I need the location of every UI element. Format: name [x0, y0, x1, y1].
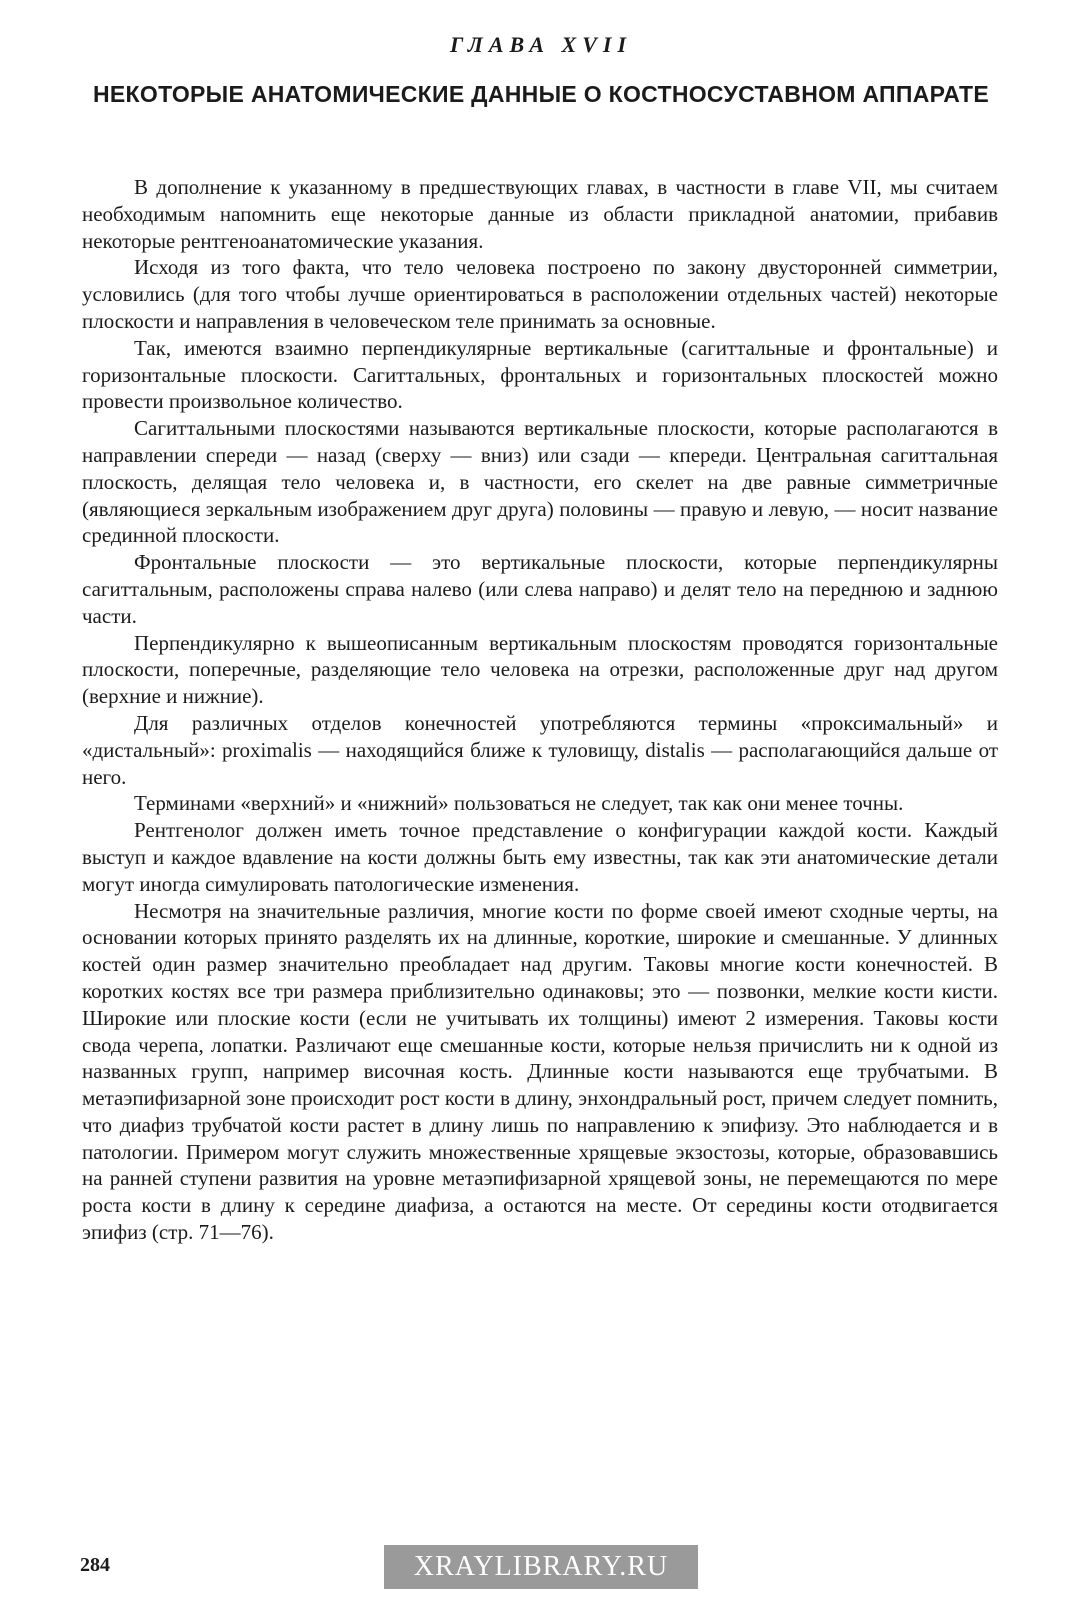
- body-text: [82, 174, 998, 1246]
- paragraph: Несмотря на значительные различия, многие кости по форме своей имеют сходные черты, на основании которых принято разделять их на длинные, короткие, широкие и смешанные. У длинных костей один размер значительно преобладает над другим. Таковы многие кости конечностей. В коротких костях все три размера приблизительно одинаковы; это — позвонки, мелкие кости кисти. Широкие или плоские кости (если не учитывать их толщины) имеют 2 измерения. Таковы кости свода черепа, лопатки. Различают еще смешанные кости, которые нельзя причислить ни к одной из названных групп, например височная кость. Длинные кости называются еще трубчатыми. В метаэпифизарной зоне происходит рост кости в длину, энхондральный рост, причем следует помнить, что диафиз трубчатой кости растет в длину лишь по направлению к эпифизу. Это наблюдается и в патологии. Примером могут служить множественные хрящевые экзостозы, которые, образовавшись на ранней ступени развития на уровне метаэпифизарной хрящевой зоны, не перемещаются по мере роста кости в длину к середине диафиза, а остаются на месте. От середины кости отодвигается эпифиз (стр. 71—76).: [82, 898, 998, 1245]
- paragraph: Фронтальные плоскости — это вертикальные плоскости, которые перпендикулярны сагиттальным, расположены справа налево (или слева направо) и делят тело на переднюю и заднюю части.: [82, 550, 998, 628]
- paragraph: Сагиттальными плоскостями называются вертикальные плоскости, которые располагаются в направлении спереди — назад (сверху — вниз) или сзади — кпереди. Центральная сагиттальная плоскость, делящая тело человека и, в частности, его скелет на две равные симметричные (являющиеся зеркальным изображением друг друга) половины — правую и левую, — носит название срединной плоскости.: [82, 416, 998, 548]
- chapter-title: НЕКОТОРЫЕ АНАТОМИЧЕСКИЕ ДАННЫЕ О КОСТНОСУСТАВНОМ АППАРАТЕ: [92, 81, 990, 107]
- watermark: XRAYLIBRARY.RU: [384, 1545, 698, 1589]
- page-number: 284: [80, 1554, 110, 1576]
- chapter-heading: ГЛАВА XVII: [449, 32, 633, 57]
- paragraph: Терминами «верхний» и «нижний» пользоваться не следует, так как они менее точны.: [134, 791, 904, 816]
- paragraph: Так, имеются взаимно перпендикулярные вертикальные (сагиттальные и фронтальные) и горизонтальные плоскости. Сагиттальных, фронтальных и горизонтальных плоскостей можно провести произвольное количество.: [82, 335, 998, 414]
- paragraph: Перпендикулярно к вышеописанным вертикальным плоскостям проводятся горизонтальные плоскости, поперечные, разделяющие тело человека на отрезки, расположенные друг над другом (верхние и нижние).: [82, 630, 998, 709]
- paragraph: Исходя из того факта, что тело человека построено по закону двусторонней симметрии, условились (для того чтобы лучше ориентироваться в расположении отдельных частей) некоторые плоскости и направления в человеческом теле принимать за основные.: [82, 255, 998, 333]
- paragraph: В дополнение к указанному в предшествующих главах, в частности в главе VII, мы считаем необходимым напомнить еще некоторые данные из области прикладной анатомии, прибавив некоторые рентгеноанатомические указания.: [82, 175, 998, 253]
- paragraph: Для различных отделов конечностей употребляются термины «проксимальный» и «дистальный»: proximalis — находящийся ближе к туловищу, distalis — располагающийся дальше от него.: [82, 710, 998, 789]
- paragraph: Рентгенолог должен иметь точное представление о конфигурации каждой кости. Каждый выступ и каждое вдавление на кости должны быть ему известны, так как эти анатомические детали могут иногда симулировать патологические изменения.: [82, 818, 998, 896]
